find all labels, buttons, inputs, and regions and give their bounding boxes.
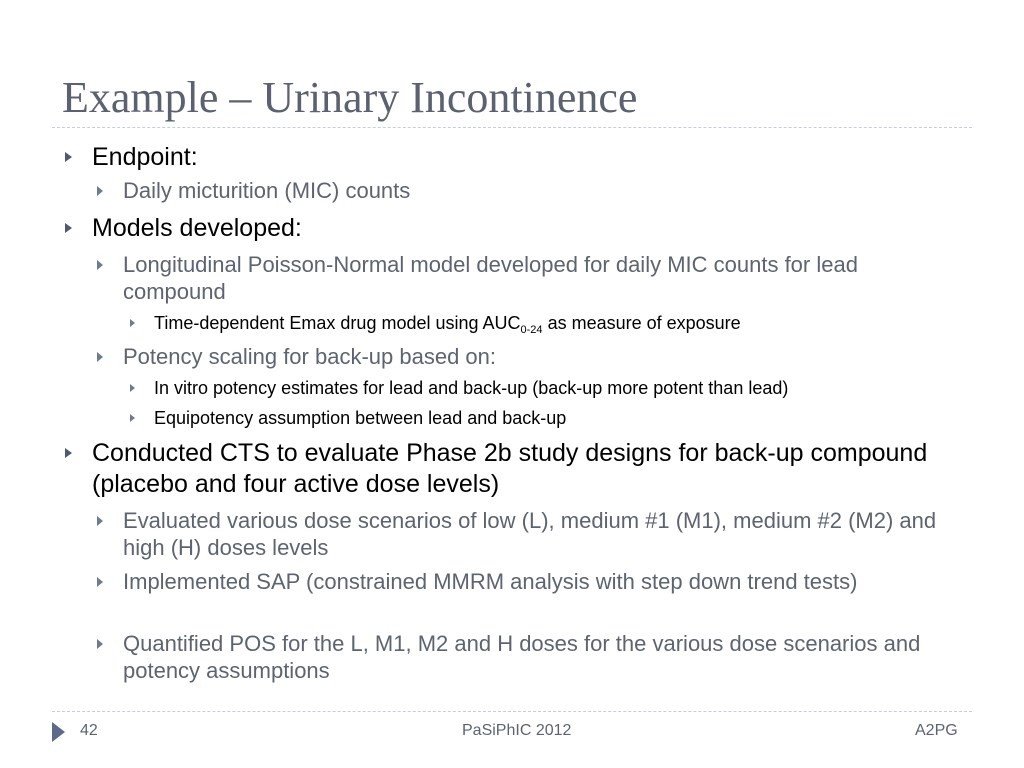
bullet-arrow-icon — [65, 223, 72, 233]
bullet-implemented-sap — [123, 568, 963, 595]
bullet-arrow-icon — [130, 319, 135, 327]
bullet-text: Longitudinal Poisson-Normal model developed for daily MIC counts for lead compound — [123, 252, 858, 304]
bullet-arrow-icon — [65, 448, 72, 458]
bullet-arrow-icon — [130, 414, 135, 422]
bullet-text: Equipotency assumption between lead and back-up — [154, 408, 567, 428]
bullet-arrow-icon — [97, 352, 103, 362]
bullet-endpoint — [92, 142, 952, 173]
footer-event: PaSiPhIC 2012 — [462, 722, 572, 739]
bullet-arrow-icon — [97, 639, 103, 649]
bullet-text: Implemented SAP (constrained MMRM analysis with step down trend tests) — [123, 569, 858, 594]
bullet-arrow-icon — [97, 516, 103, 526]
bullet-equipotency — [154, 407, 964, 430]
bullet-text: Conducted CTS to evaluate Phase 2b study designs for back-up compound (placebo and four active dose levels) — [92, 439, 928, 498]
bullet-in-vitro — [154, 377, 964, 400]
bullet-longitudinal-model — [123, 251, 963, 305]
slide-title: Example – Urinary Incontinence — [62, 73, 638, 122]
emax-text-suffix: as measure of exposure — [542, 313, 741, 333]
bullet-quantified-pos — [123, 630, 963, 684]
bullet-evaluated-scenarios — [123, 507, 963, 561]
auc-subscript: 0-24 — [520, 324, 543, 336]
bullet-models-developed — [92, 213, 952, 244]
bullet-arrow-icon — [130, 384, 135, 392]
footer-divider — [52, 711, 972, 712]
bullet-arrow-icon — [97, 577, 103, 587]
bullet-arrow-icon — [97, 260, 103, 270]
emax-text: Time-dependent Emax drug model using AUC — [154, 313, 521, 333]
bullet-arrow-icon — [65, 152, 72, 162]
bullet-text: Daily micturition (MIC) counts — [123, 178, 411, 203]
title-divider — [52, 127, 972, 128]
bullet-conducted-cts — [92, 438, 952, 500]
bullet-text: Endpoint: — [92, 143, 198, 171]
bullet-text: Models developed: — [92, 214, 302, 242]
bullet-daily-mic — [123, 177, 963, 204]
bullet-text: Evaluated various dose scenarios of low (L), medium #1 (M1), medium #2 (M2) and high (H) doses levels — [123, 508, 937, 560]
bullet-potency-scaling — [123, 343, 963, 370]
bullet-text: In vitro potency estimates for lead and back-up (back-up more potent than lead) — [154, 378, 789, 398]
bullet-arrow-icon — [97, 186, 103, 196]
bullet-text: Potency scaling for back-up based on: — [123, 344, 497, 369]
bullet-text: Quantified POS for the L, M1, M2 and H doses for the various dose scenarios and potency assumptions — [123, 631, 921, 683]
footer-arrow-icon — [52, 722, 65, 742]
footer-organization: A2PG — [915, 722, 958, 739]
page-number: 42 — [80, 722, 98, 739]
bullet-emax-model — [154, 312, 964, 335]
